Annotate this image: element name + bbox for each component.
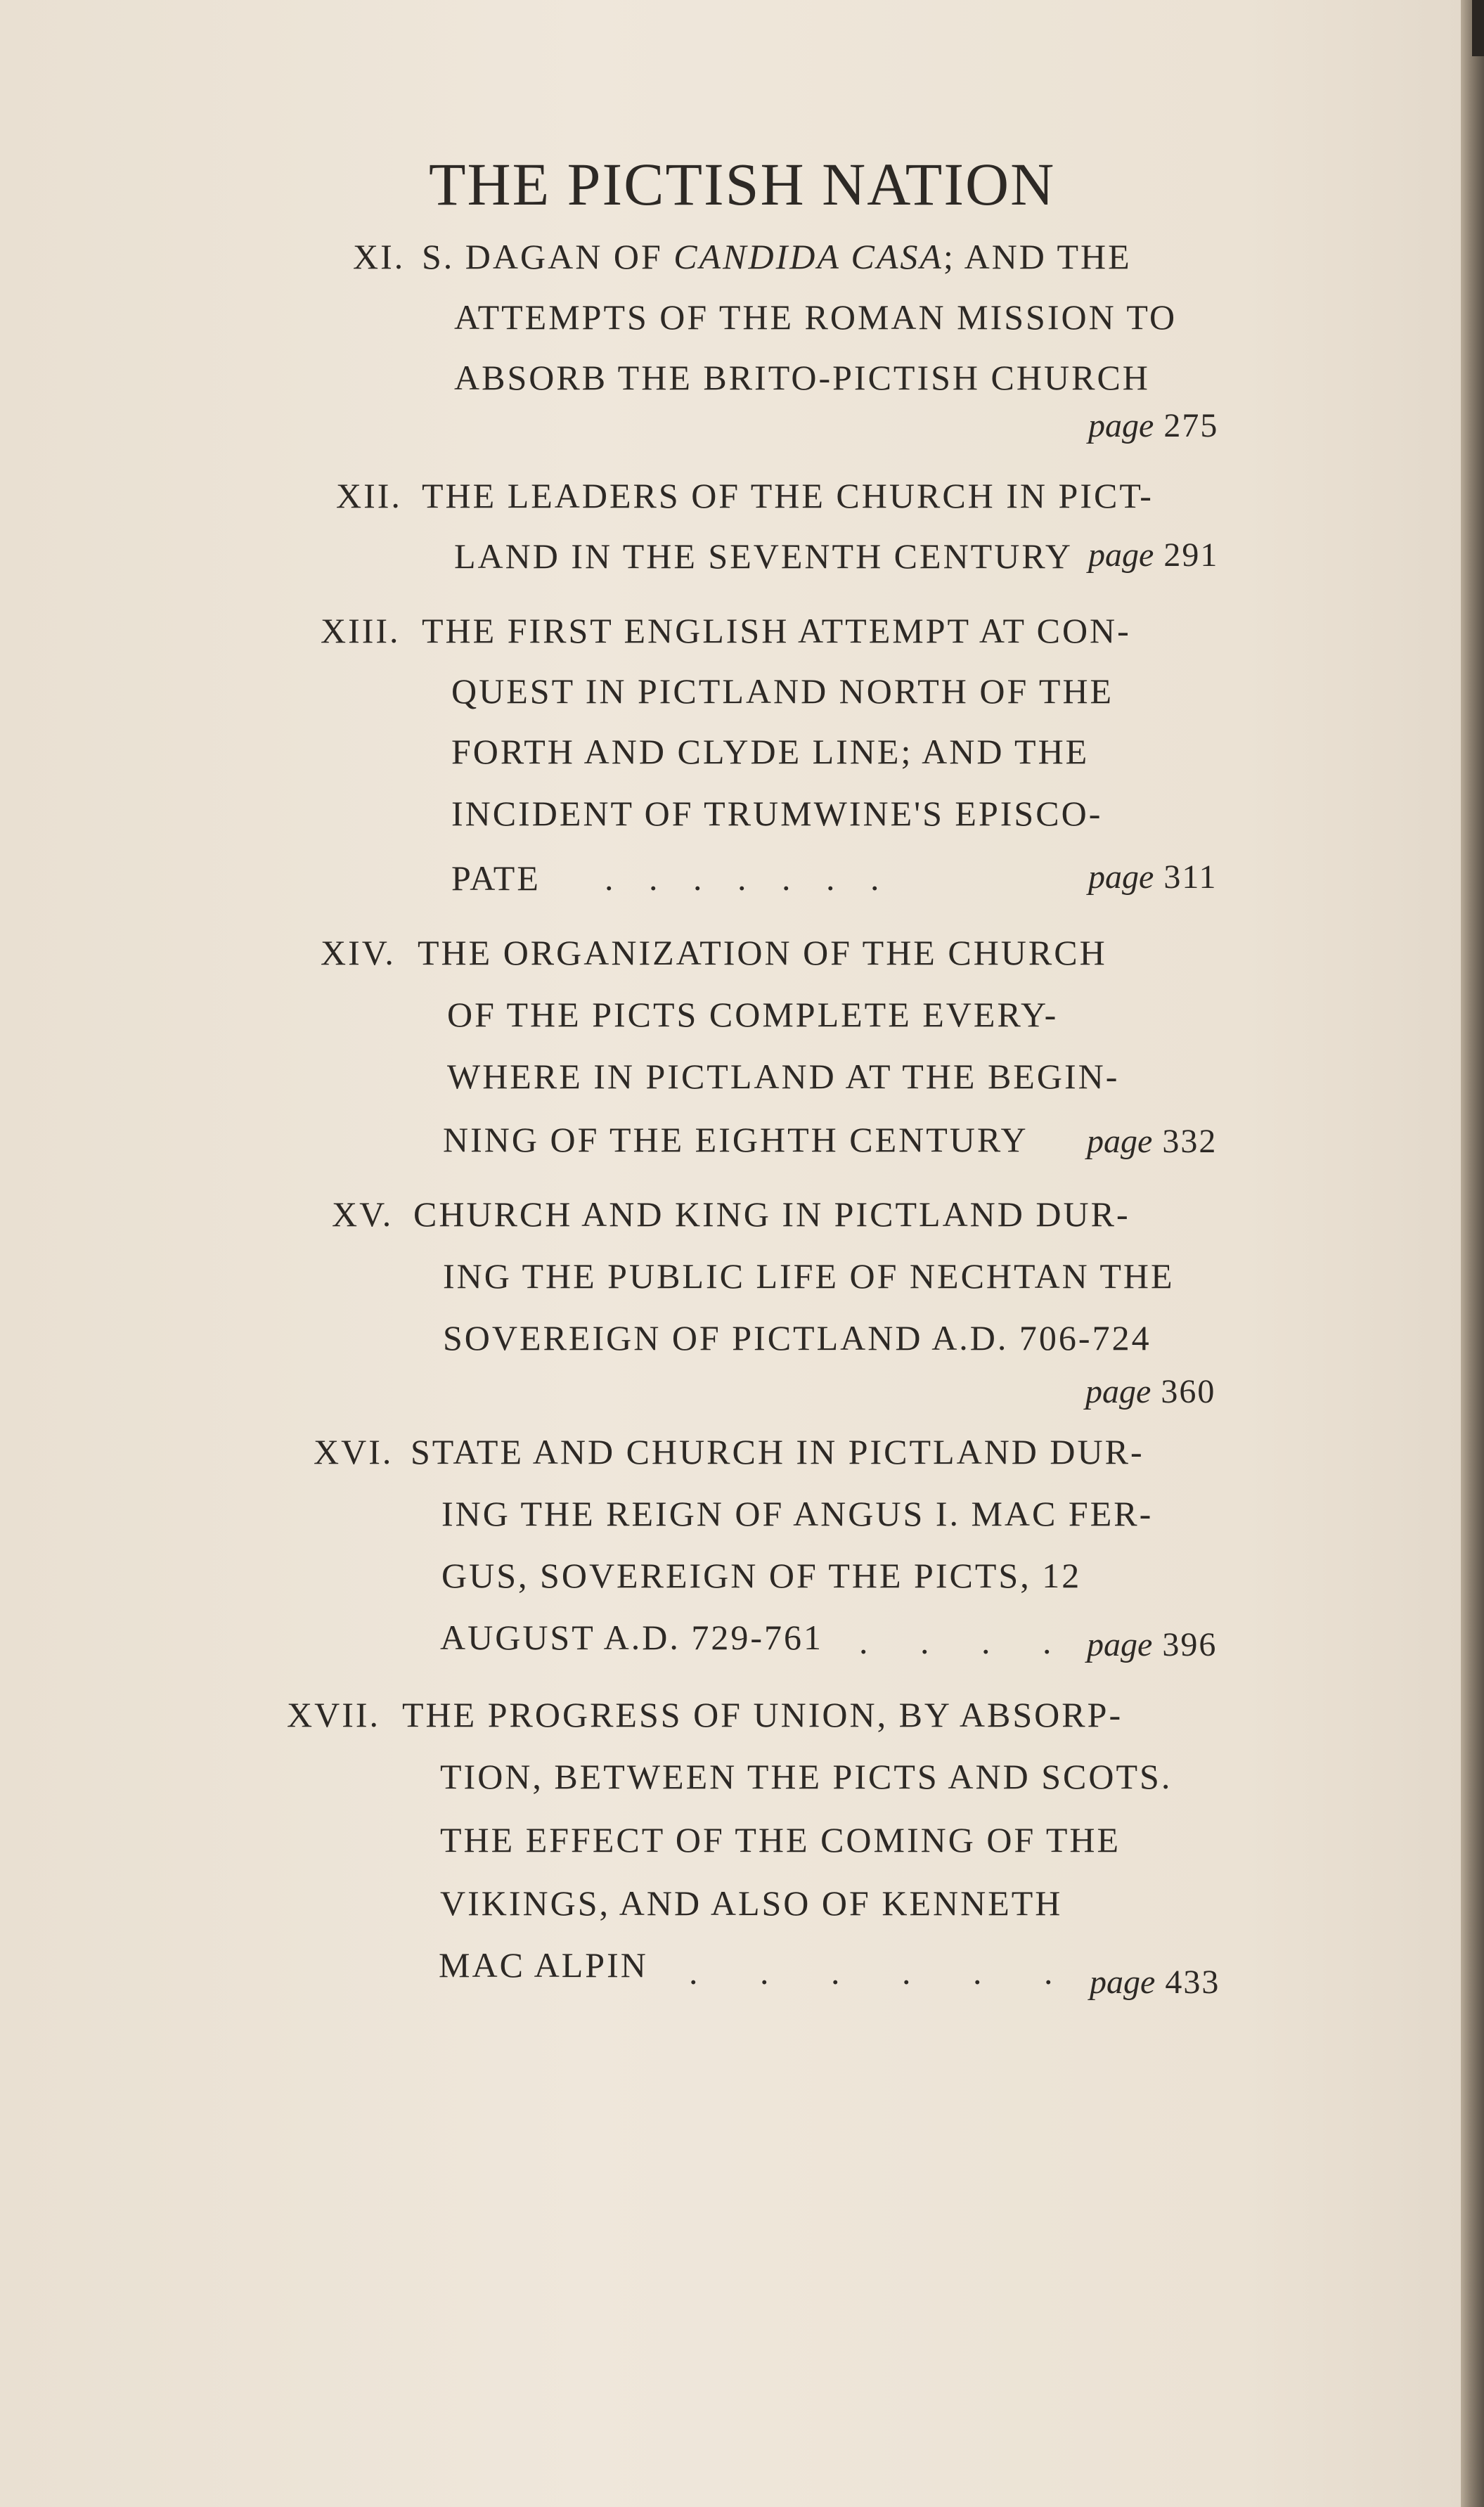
chapter-title-line: STATE AND CHURCH IN PICTLAND DUR- <box>411 1432 1144 1471</box>
page-edge-shadow <box>1461 0 1484 2507</box>
chapter-number: XVI. <box>314 1432 394 1471</box>
chapter-title-line: ING THE PUBLIC LIFE OF NECHTAN THE <box>443 1256 1175 1296</box>
leader-dots: . . . . <box>859 1622 1052 1661</box>
chapter-title-line: THE ORGANIZATION OF THE CHURCH <box>418 933 1107 972</box>
page-reference: page 275 <box>1088 407 1219 444</box>
chapter-title-line: ABSORB THE BRITO-PICTISH CHURCH <box>454 358 1150 397</box>
chapter-title-line: LAND IN THE SEVENTH CENTURY <box>454 536 1073 576</box>
chapter-title-line: ING THE REIGN OF ANGUS I. MAC FER- <box>441 1494 1154 1533</box>
page-reference: page 433 <box>1090 1964 1220 2001</box>
chapter-number: XIV. <box>321 933 396 972</box>
chapter-title-line: CHURCH AND KING IN PICTLAND DUR- <box>413 1194 1130 1234</box>
leader-dots: . . . . . . <box>689 1952 1053 1992</box>
chapter-title-line: THE PROGRESS OF UNION, BY ABSORP- <box>402 1695 1123 1734</box>
chapter-title-line: THE FIRST ENGLISH ATTEMPT AT CON- <box>422 611 1131 650</box>
chapter-title-line: OF THE PICTS COMPLETE EVERY- <box>447 995 1059 1034</box>
chapter-title-line: PATE <box>451 858 541 898</box>
chapter-title-line: THE LEADERS OF THE CHURCH IN PICT- <box>422 476 1154 515</box>
chapter-title-line: S. DAGAN OF CANDIDA CASA; AND THE <box>422 237 1132 276</box>
chapter-title-italic: CANDIDA CASA <box>673 237 943 276</box>
chapter-title-line: GUS, SOVEREIGN OF THE PICTS, 12 <box>441 1556 1082 1595</box>
chapter-number: XII. <box>336 476 402 515</box>
chapter-number: XV. <box>332 1194 394 1234</box>
chapter-title-line: THE EFFECT OF THE COMING OF THE <box>440 1820 1121 1860</box>
chapter-title-line: QUEST IN PICTLAND NORTH OF THE <box>451 671 1114 711</box>
chapter-title-line: MAC ALPIN <box>439 1945 648 1985</box>
chapter-title-line: FORTH AND CLYDE LINE; AND THE <box>451 732 1090 771</box>
page-reference: page 291 <box>1088 536 1219 574</box>
page-reference: page 396 <box>1087 1626 1218 1663</box>
chapter-title-line: NING OF THE EIGHTH CENTURY <box>443 1120 1028 1159</box>
page-title: THE PICTISH NATION <box>429 150 1056 218</box>
chapter-title-line: INCIDENT OF TRUMWINE'S EPISCO- <box>451 794 1103 833</box>
chapter-title-line: WHERE IN PICTLAND AT THE BEGIN- <box>447 1057 1120 1096</box>
chapter-title-line: TION, BETWEEN THE PICTS AND SCOTS. <box>440 1757 1173 1796</box>
chapter-title-line: VIKINGS, AND ALSO OF KENNETH <box>440 1883 1063 1923</box>
chapter-number: XVII. <box>287 1695 381 1734</box>
chapter-number: XI. <box>353 237 406 276</box>
book-spine-edge <box>1472 0 1484 56</box>
chapter-title-line: AUGUST A.D. 729-761 <box>440 1618 823 1657</box>
chapter-number: XIII. <box>321 611 401 650</box>
page-reference: page 332 <box>1087 1123 1218 1160</box>
page-reference: page 311 <box>1088 858 1218 896</box>
chapter-title-line: ATTEMPTS OF THE ROMAN MISSION TO <box>454 297 1177 337</box>
leader-dots: . . . . . . . <box>605 858 879 898</box>
page-reference: page 360 <box>1085 1373 1216 1410</box>
chapter-title-line: SOVEREIGN OF PICTLAND A.D. 706-724 <box>443 1318 1151 1358</box>
